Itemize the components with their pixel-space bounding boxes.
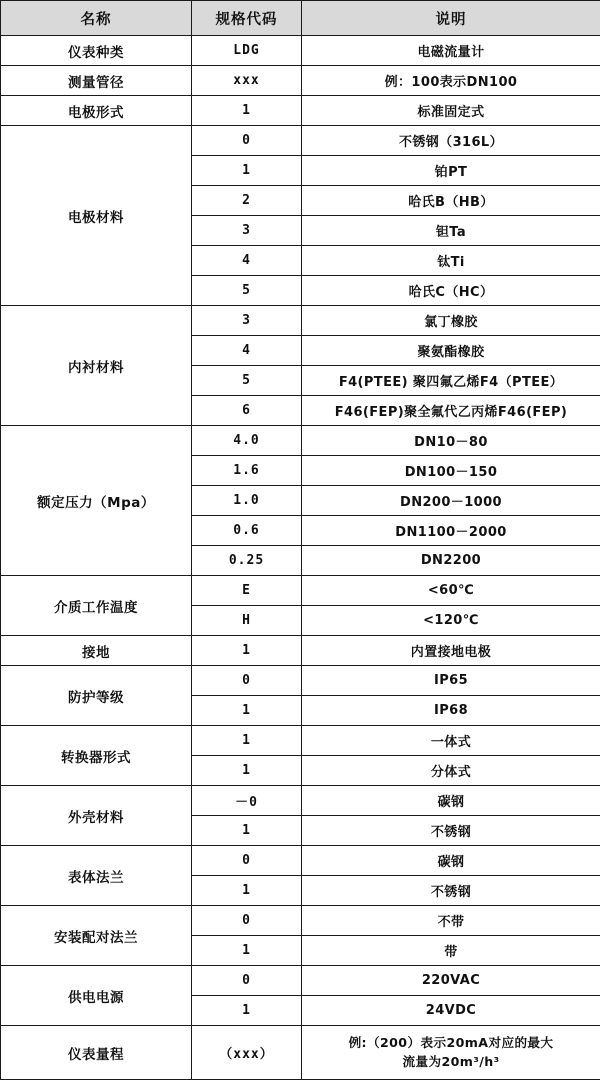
row-name-cell: 额定压力（Mpa） <box>1 426 192 576</box>
table-row <box>1 126 600 156</box>
description-cell: 钽Ta <box>302 216 600 246</box>
spec-code-cell: 1 <box>192 756 302 786</box>
spec-code-cell: 1 <box>192 876 302 906</box>
table-row <box>1 726 600 756</box>
table-row <box>1 666 600 696</box>
description-text <box>302 1031 600 1074</box>
description-cell: 碳钢 <box>302 846 600 876</box>
spec-code-cell: 1 <box>192 726 302 756</box>
spec-code-cell: LDG <box>192 36 302 66</box>
description-cell: 氯丁橡胶 <box>302 306 600 336</box>
table-row <box>1 66 600 96</box>
row-name-cell: 介质工作温度 <box>1 576 192 636</box>
description-cell: IP65 <box>302 666 600 696</box>
spec-code-cell: 1 <box>192 936 302 966</box>
table-row <box>1 786 600 816</box>
description-cell: 分体式 <box>302 756 600 786</box>
spec-code-cell: 0 <box>192 126 302 156</box>
description-cell: <120℃ <box>302 606 600 636</box>
spec-code-cell: 1 <box>192 696 302 726</box>
row-name-cell: 内衬材料 <box>1 306 192 426</box>
description-line: 流量为20m³/h³ <box>306 1053 596 1071</box>
spec-code-cell: 1.0 <box>192 486 302 516</box>
description-cell: 不带 <box>302 906 600 936</box>
spec-code-cell: E <box>192 576 302 606</box>
description-cell: F4(PTEE) 聚四氟乙烯F4（PTEE） <box>302 366 600 396</box>
row-name-cell: 供电电源 <box>1 966 192 1026</box>
table-row <box>1 906 600 936</box>
description-cell: 聚氨酯橡胶 <box>302 336 600 366</box>
description-cell: F46(FEP)聚全氟代乙丙烯F46(FEP) <box>302 396 600 426</box>
spec-code-cell: 2 <box>192 186 302 216</box>
spec-code-cell: 4 <box>192 246 302 276</box>
row-name-cell: 仪表量程 <box>1 1026 192 1080</box>
row-name-cell: 电极形式 <box>1 96 192 126</box>
spec-code-cell: 1 <box>192 996 302 1026</box>
table-header-row <box>1 1 600 36</box>
spec-code-cell: 1 <box>192 636 302 666</box>
description-cell: DN200－1000 <box>302 486 600 516</box>
row-name-cell: 表体法兰 <box>1 846 192 906</box>
description-cell: 哈氏C（HC） <box>302 276 600 306</box>
spec-code-cell: 0 <box>192 846 302 876</box>
description-cell: 哈氏B（HB） <box>302 186 600 216</box>
spec-code-cell: （xxx） <box>192 1026 302 1080</box>
description-cell: 铂PT <box>302 156 600 186</box>
spec-code-cell: 3 <box>192 216 302 246</box>
description-cell: 不锈钢 <box>302 816 600 846</box>
column-header-description: 说明 <box>302 1 600 36</box>
description-cell: DN100－150 <box>302 456 600 486</box>
description-cell: DN2200 <box>302 546 600 576</box>
row-name-cell: 安装配对法兰 <box>1 906 192 966</box>
description-cell: DN10－80 <box>302 426 600 456</box>
table-row <box>1 846 600 876</box>
description-cell: <60℃ <box>302 576 600 606</box>
description-cell: 例：100表示DN100 <box>302 66 600 96</box>
spec-code-cell: 0 <box>192 906 302 936</box>
description-cell: 不锈钢（316L） <box>302 126 600 156</box>
column-header-name: 名称 <box>1 1 192 36</box>
description-cell: 不锈钢 <box>302 876 600 906</box>
table-row <box>1 636 600 666</box>
description-cell: IP68 <box>302 696 600 726</box>
table-body <box>1 36 600 1080</box>
table-row <box>1 426 600 456</box>
description-cell: 220VAC <box>302 966 600 996</box>
description-cell: 标准固定式 <box>302 96 600 126</box>
spec-code-cell: 1 <box>192 816 302 846</box>
row-name-cell: 防护等级 <box>1 666 192 726</box>
spec-code-cell: 0 <box>192 666 302 696</box>
row-name-cell: 接地 <box>1 636 192 666</box>
row-name-cell: 电极材料 <box>1 126 192 306</box>
description-line: 例:（200）表示20mA对应的最大 <box>306 1034 596 1052</box>
spec-code-cell: xxx <box>192 66 302 96</box>
row-name-cell: 测量管径 <box>1 66 192 96</box>
spec-code-cell: 0 <box>192 966 302 996</box>
table-header <box>1 1 600 36</box>
spec-code-cell: 6 <box>192 396 302 426</box>
table-row <box>1 36 600 66</box>
spec-code-cell: 1.6 <box>192 456 302 486</box>
spec-code-cell: 5 <box>192 276 302 306</box>
row-name-cell: 转换器形式 <box>1 726 192 786</box>
description-cell: 内置接地电极 <box>302 636 600 666</box>
table-row <box>1 576 600 606</box>
table-row <box>1 1026 600 1080</box>
spec-code-cell: 0.25 <box>192 546 302 576</box>
spec-code-cell: 4.0 <box>192 426 302 456</box>
description-cell <box>302 1026 600 1080</box>
column-header-code: 规格代码 <box>192 1 302 36</box>
spec-code-cell: 5 <box>192 366 302 396</box>
spec-code-cell: 0.6 <box>192 516 302 546</box>
description-cell: 一体式 <box>302 726 600 756</box>
table-row <box>1 306 600 336</box>
description-cell: 电磁流量计 <box>302 36 600 66</box>
spec-code-cell: 4 <box>192 336 302 366</box>
row-name-cell: 外壳材料 <box>1 786 192 846</box>
table-row <box>1 966 600 996</box>
spec-code-cell: H <box>192 606 302 636</box>
description-cell: 碳钢 <box>302 786 600 816</box>
spec-code-cell: 1 <box>192 156 302 186</box>
description-cell: 带 <box>302 936 600 966</box>
description-cell: DN1100－2000 <box>302 516 600 546</box>
description-cell: 钛Ti <box>302 246 600 276</box>
row-name-cell: 仪表种类 <box>1 36 192 66</box>
spec-code-cell: 1 <box>192 96 302 126</box>
description-cell: 24VDC <box>302 996 600 1026</box>
spec-code-cell: 3 <box>192 306 302 336</box>
spec-code-cell: －0 <box>192 786 302 816</box>
table-row <box>1 96 600 126</box>
